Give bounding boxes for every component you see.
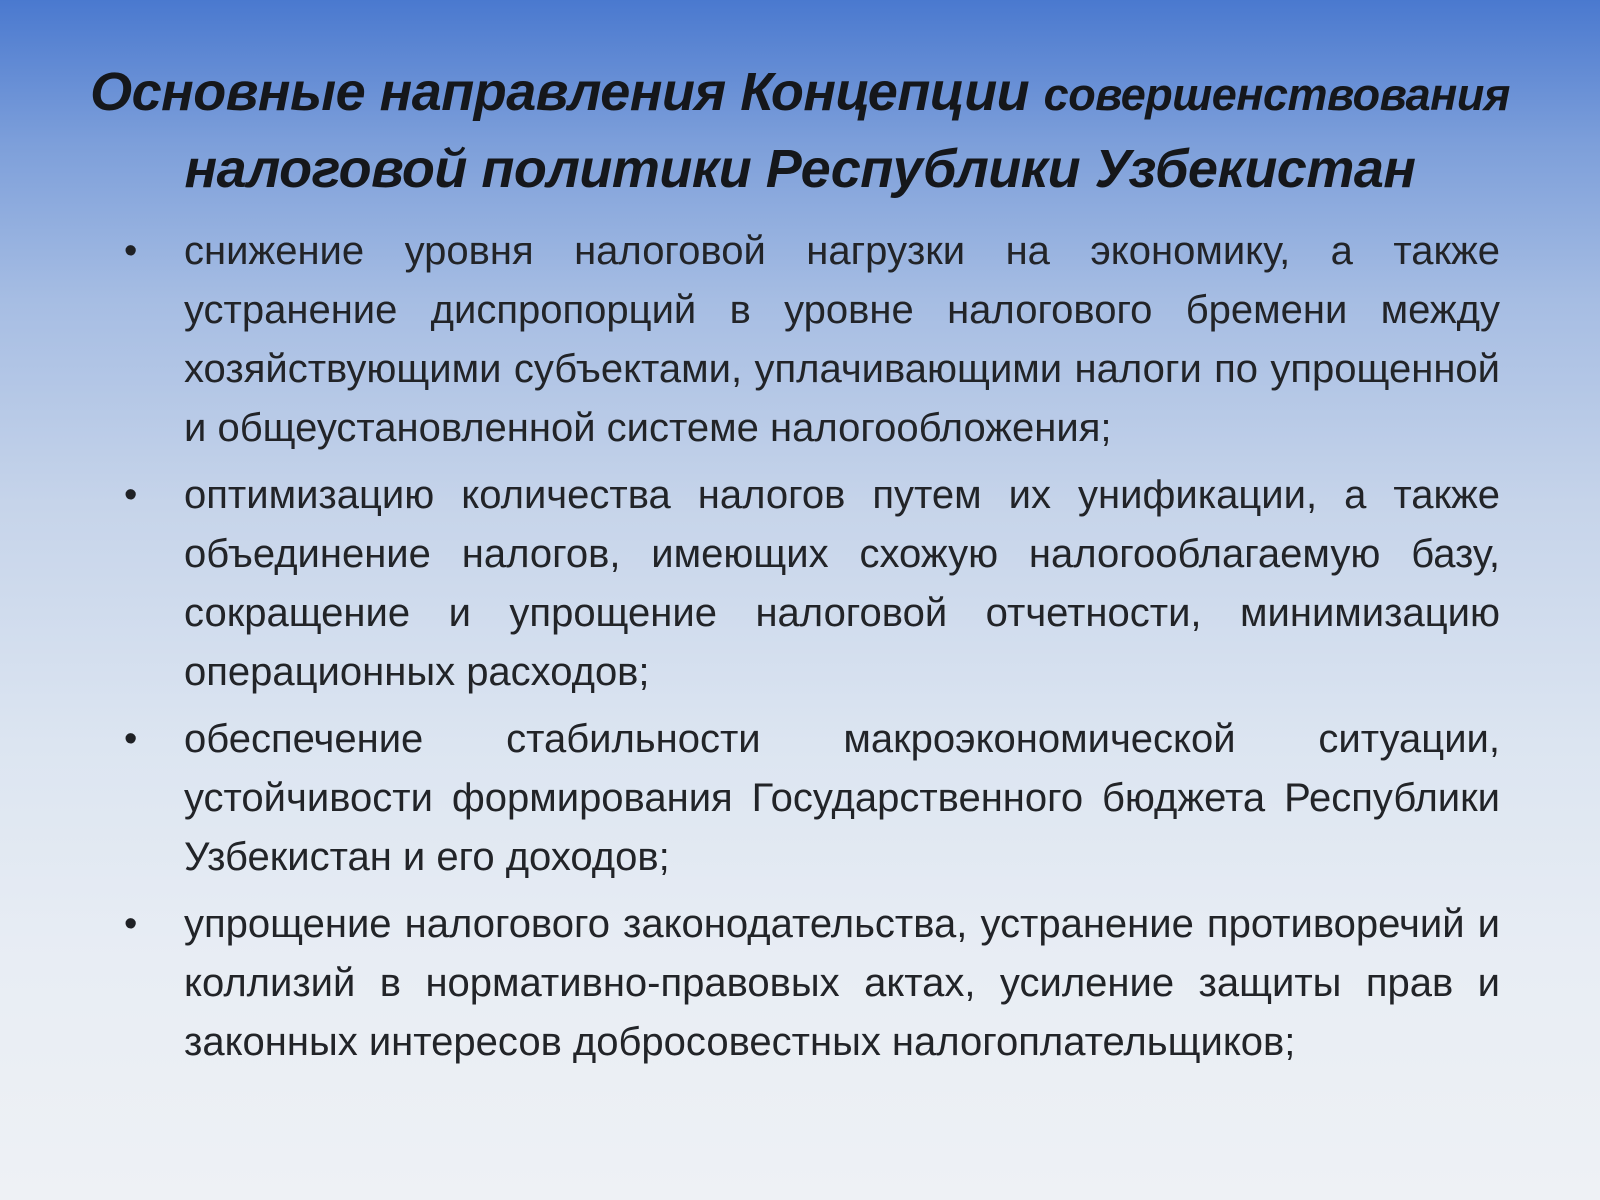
bullet-dot-icon: • [124, 903, 138, 945]
title-part-3: налоговой политики Республики Узбекистан [184, 139, 1416, 199]
bullet-text: упрощение налогового законодательства, устранение противоречий и коллизий в нормативно-правовых актах, усиление защиты прав и законных интересов добросовестных налогоплательщиков; [184, 902, 1500, 1064]
bullet-item [120, 895, 1500, 1072]
bullet-dot-icon: • [124, 230, 138, 272]
bullet-text: снижение уровня налоговой нагрузки на экономику, а также устранение диспропорций в уровне налогового бремени между хозяйствующими субъектами, уплачивающими налоги по упрощенной и общеустановленной системе налогообложения; [184, 229, 1500, 450]
title-part-1: Основные направления Концепции [90, 62, 1044, 122]
title-part-2: совершенствования [1043, 69, 1510, 120]
bullet-text: обеспечение стабильности макроэкономической ситуации, устойчивости формирования Государственного бюджета Республики Узбекистан и его доходов; [184, 717, 1500, 879]
bullet-dot-icon: • [124, 474, 138, 516]
bullet-item [120, 710, 1500, 887]
bullet-item [120, 222, 1500, 458]
slide-title [90, 55, 1510, 206]
bullet-list [120, 222, 1500, 1080]
bullet-text: оптимизацию количества налогов путем их унификации, а также объединение налогов, имеющих схожую налогооблагаемую базу, сокращение и упрощение налоговой отчетности, минимизацию операционных расходов; [184, 473, 1500, 694]
bullet-dot-icon: • [124, 718, 138, 760]
bullet-item [120, 466, 1500, 702]
